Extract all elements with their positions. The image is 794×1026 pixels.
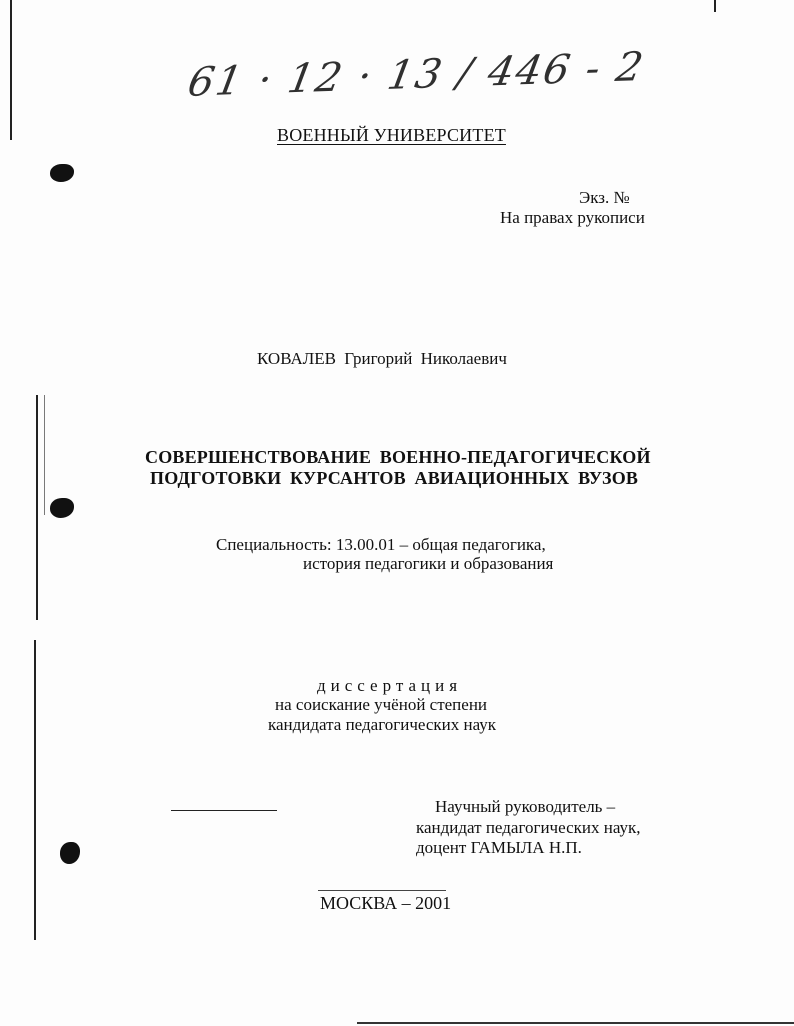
degree-line-1: на соискание учёной степени xyxy=(275,695,488,714)
copy-number-label: Экз. № xyxy=(579,188,630,207)
signature-line xyxy=(171,810,277,811)
scan-edge-line xyxy=(714,0,716,12)
document-type: диссертация xyxy=(317,676,463,695)
supervisor-line-3: доцент ГАМЫЛА Н.П. xyxy=(416,838,582,857)
handwritten-shelf-mark xyxy=(184,40,649,110)
city-year: МОСКВА – 2001 xyxy=(320,893,452,913)
author-name: КОВАЛЕВ Григорий Николаевич xyxy=(257,349,507,368)
degree-line-2: кандидата педагогических наук xyxy=(268,715,497,734)
scan-edge-line xyxy=(10,0,12,140)
supervisor-line-2: кандидат педагогических наук, xyxy=(416,818,641,837)
city-rule xyxy=(318,890,446,891)
scan-blot xyxy=(50,164,74,182)
scan-edge-line xyxy=(36,395,38,620)
manuscript-rights-label: На правах рукописи xyxy=(500,208,645,227)
specialty-line-1: Специальность: 13.00.01 – общая педагогика, xyxy=(216,535,546,554)
scan-edge-line xyxy=(44,395,45,515)
scan-edge-line xyxy=(34,640,36,940)
scan-blot xyxy=(50,498,74,518)
dissertation-title-line-2: ПОДГОТОВКИ КУРСАНТОВ АВИАЦИОННЫХ ВУЗОВ xyxy=(150,468,639,488)
scan-blot xyxy=(60,842,80,864)
dissertation-title-line-1: СОВЕРШЕНСТВОВАНИЕ ВОЕННО-ПЕДАГОГИЧЕСКОЙ xyxy=(145,447,651,467)
bottom-rule xyxy=(357,1022,794,1024)
specialty-line-2: история педагогики и образования xyxy=(303,554,554,573)
supervisor-line-1: Научный руководитель – xyxy=(435,797,616,816)
handwritten-text: 61 · 12 · 13 / 446 - 2 xyxy=(184,44,649,106)
university-name: ВОЕННЫЙ УНИВЕРСИТЕТ xyxy=(277,125,506,145)
